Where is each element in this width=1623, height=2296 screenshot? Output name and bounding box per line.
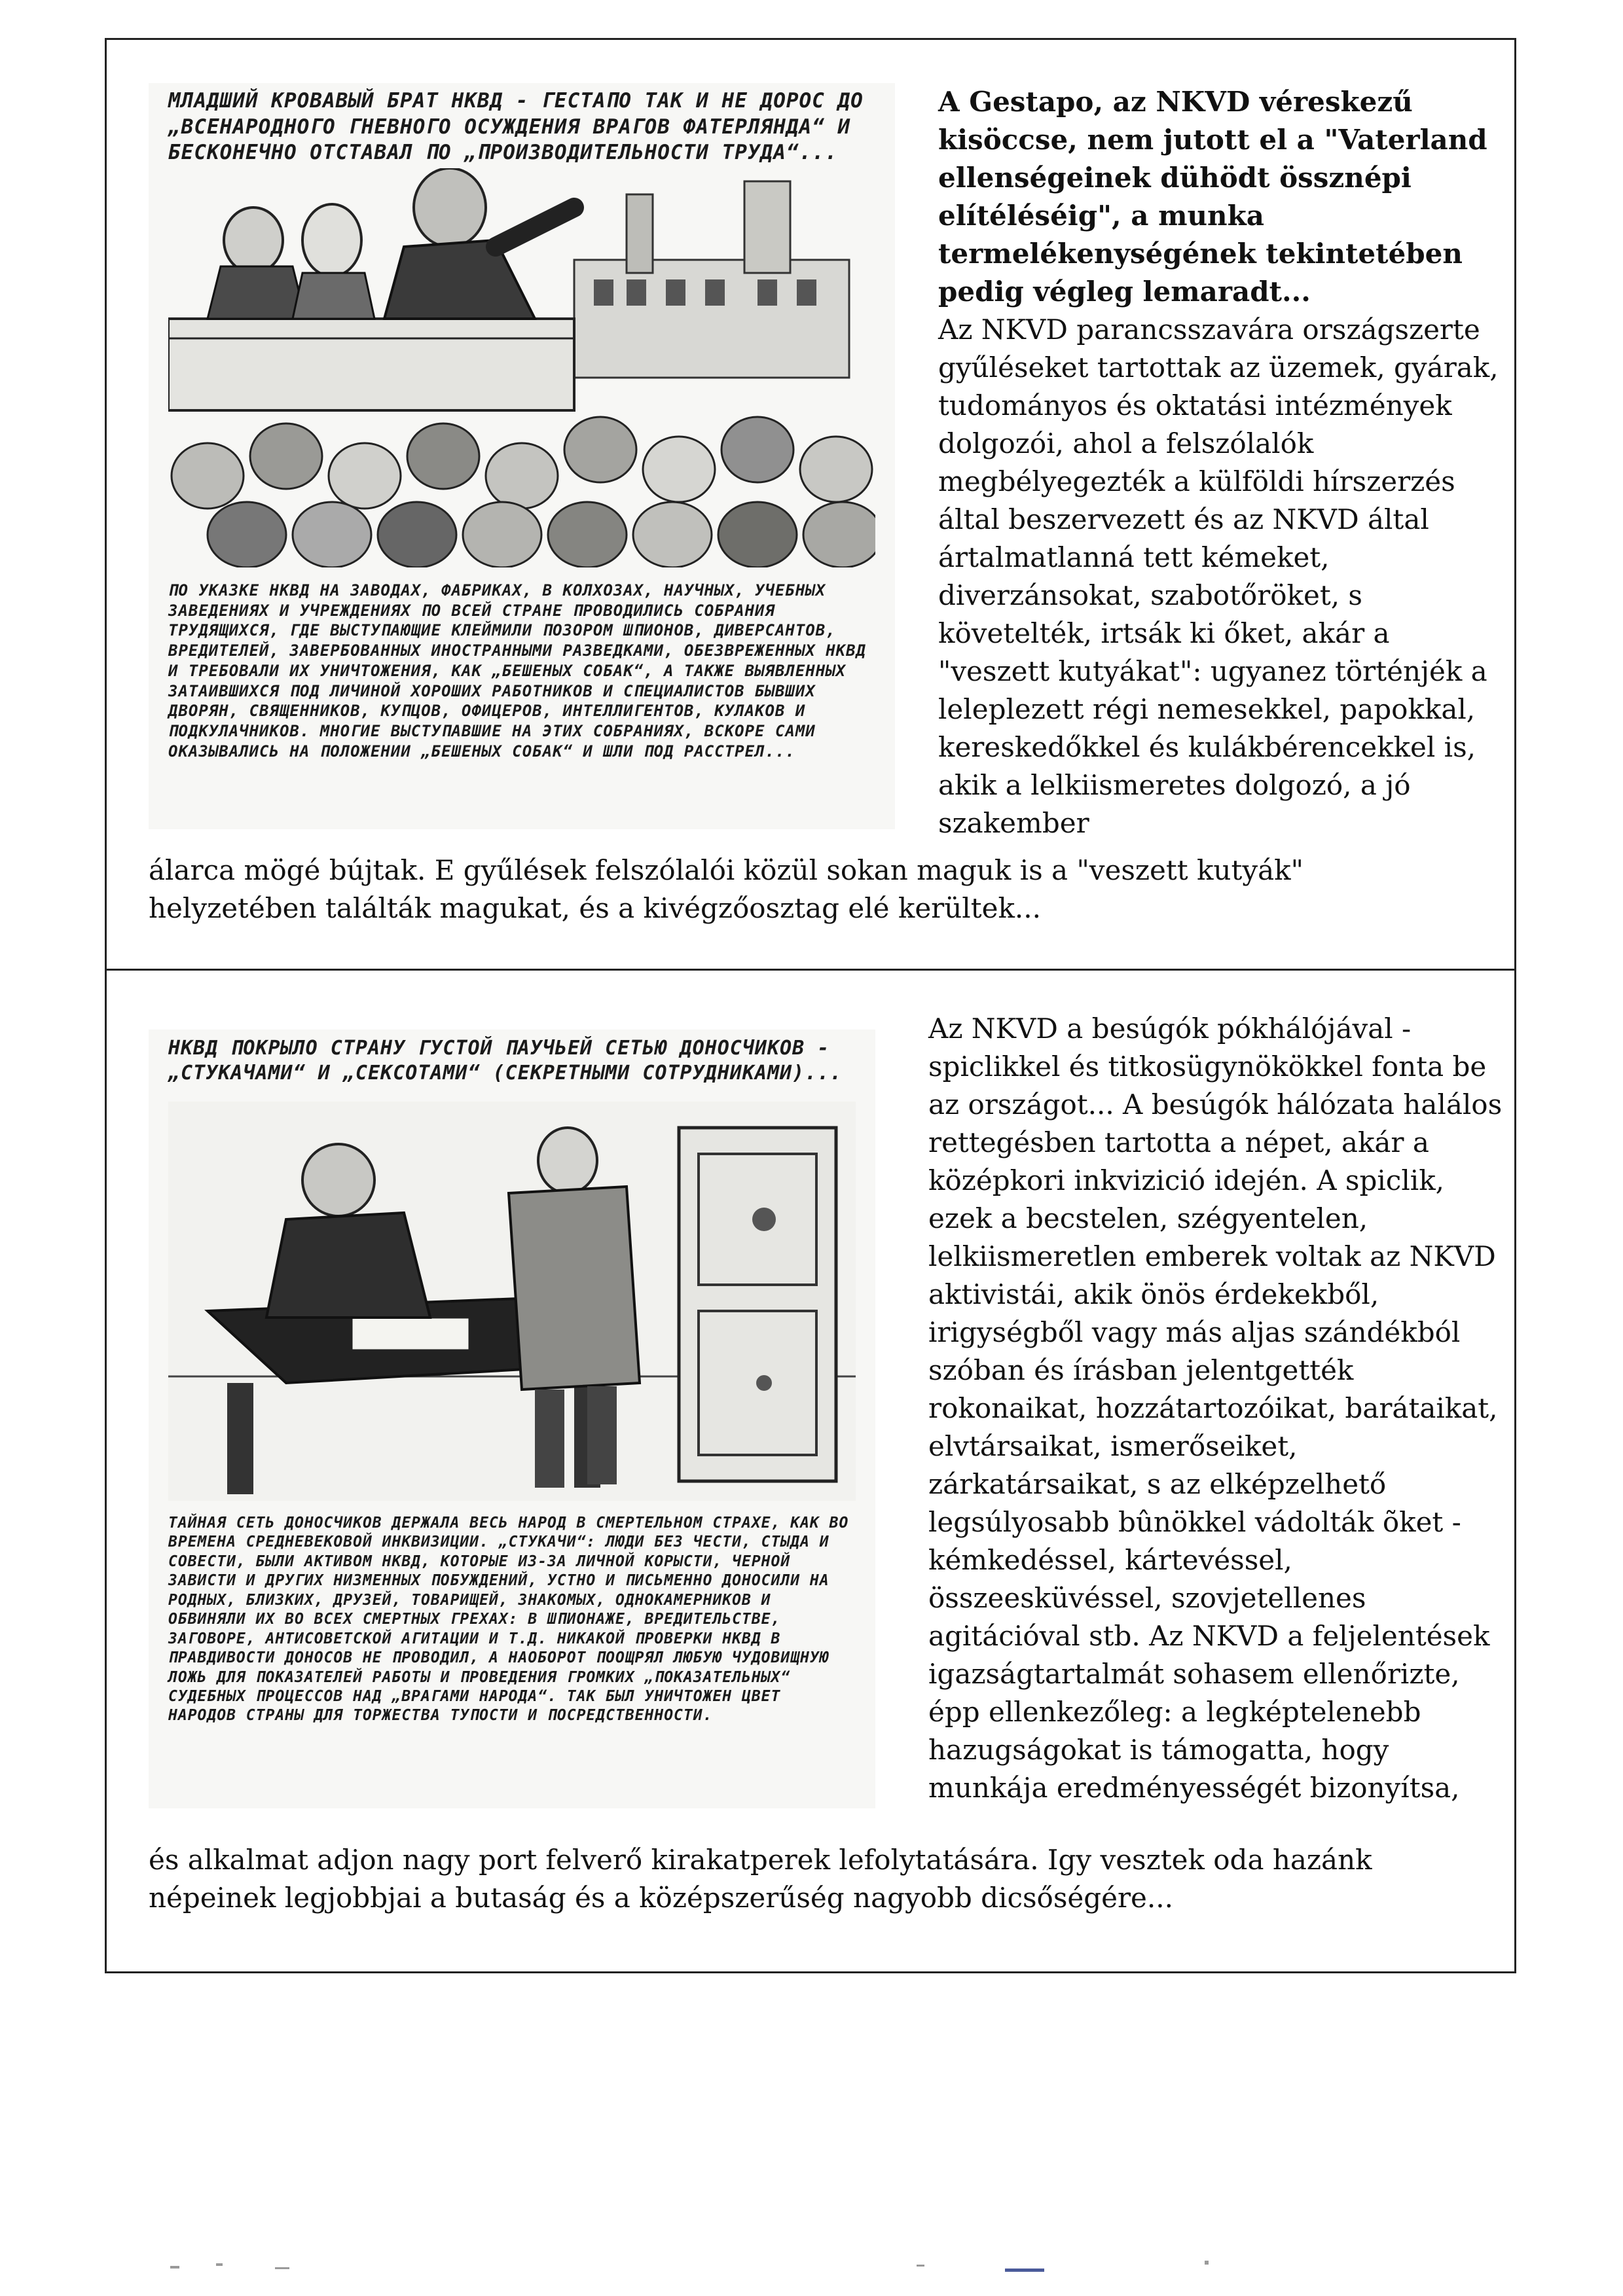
illustration-workers-meeting — [149, 83, 895, 829]
illustration-caption-bottom: ТАЙНАЯ СЕТЬ ДОНОСЧИКОВ ДЕРЖАЛА ВЕСЬ НАРОД В СМЕРТЕЛЬНОМ СТРАХЕ, КАК ВО ВРЕМЕНА СРЕДНЕВЕКОВОЙ ИНКВИЗИЦИИ. „СТУКАЧИ“: ЛЮДИ БЕЗ ЧЕСТИ, СТЫДА И СОВЕСТИ, БЫЛИ АКТИВОМ НКВД, КОТОРЫЕ ИЗ-ЗА ЛИЧНОЙ КОРЫСТИ, ЧЕРНОЙ ЗАВИСТИ И ДРУГИХ НИЗМЕННЫХ ПОБУЖДЕНИЙ, УСТНО И ПИСЬМЕННО ДОНОСИЛИ НА РОДНЫХ, БЛИЗКИХ, ДРУЗЕЙ, ТОВАРИЩЕЙ, ЗНАКОМЫХ, ОДНОКАМЕРНИКОВ И ОБВИНЯЛИ ИХ ВО ВСЕХ СМЕРТНЫХ ГРЕХАХ: В ШПИОНАЖЕ, ВРЕДИТЕЛЬСТВЕ, ЗАГОВОРЕ, АНТИСОВЕТСКОЙ АГИТАЦИИ И Т.Д. НИКАКОЙ ПРОВЕРКИ НКВД В ПРАВДИВОСТИ ДОНОСОВ НЕ ПРОВОДИЛ, А НАОБОРОТ ПООЩРЯЛ ЛЮБУЮ ЧУДОВИЩНУЮ ЛОЖЬ ДЛЯ ПОКАЗАТЕЛЕЙ РАБОТЫ И ПРОВЕДЕНИЯ ГРОМКИХ „ПОКАЗАТЕЛЬНЫХ“ СУДЕБНЫХ ПРОЦЕССОВ НАД „ВРАГАМИ НАРОДА“. ТАК БЫЛ УНИЧТОЖЕН ЦВЕТ НАРОДОВ СТРАНЫ ДЛЯ ТОРЖЕСТВА ТУПОСТИ И ПОСРЕДСТВЕННОСТИ. — [168, 1515, 849, 1725]
meeting-scene-drawing — [168, 168, 875, 567]
article-panel-gestapo — [105, 38, 1516, 971]
scan-noise-specks — [0, 2251, 1623, 2296]
body-paragraph: Az NKVD parancsszavára országszerte gyűléseket tartottak az üzemek, gyárak, tudományos és oktatási intézmények dolgozói, ahol a felszólalók megbélyegezték a külföldi hírszerzés által beszervezett és az NKVD által ártalmatlanná tett kémeket, diverzánsokat, szabotőröket, s követelték, irtsák ki őket, akár a "veszett kutyákat": ugyanez történjék a leleplezett régi nemesekkel, papokkal, kereskedőkkel és kulákbérencekkel is, akik a lelkiismeretes dolgozó, a jó szakember — [938, 314, 1499, 839]
article-text-column — [938, 83, 1501, 842]
illustration-caption-bottom: ПО УКАЗКЕ НКВД НА ЗАВОДАХ, ФАБРИКАХ, В КОЛХОЗАХ, НАУЧНЫХ, УЧЕБНЫХ ЗАВЕДЕНИЯХ И УЧРЕЖДЕНИЯХ ПО ВСЕЙ СТРАНЕ ПРОВОДИЛИСЬ СОБРАНИЯ ТРУДЯЩИХСЯ, ГДЕ ВЫСТУПАЮЩИЕ КЛЕЙМИЛИ ПОЗОРОМ ШПИОНОВ, ДИВЕРСАНТОВ, ВРЕДИТЕЛЕЙ, ЗАВЕРБОВАННЫХ ИНОСТРАННЫМИ РАЗВЕДКАМИ, ОБЕЗВРЕЖЕННЫХ НКВД И ТРЕБОВАЛИ ИХ УНИЧТОЖЕНИЯ, КАК „БЕШЕНЫХ СОБАК“, А ТАКЖЕ ВЫЯВЛЕННЫХ ЗАТАИВШИХСЯ ПОД ЛИЧИНОЙ ХОРОШИХ РАБОТНИКОВ И СПЕЦИАЛИСТОВ БЫВШИХ ДВОРЯН, СВЯЩЕННИКОВ, КУПЦОВ, ОФИЦЕРОВ, ИНТЕЛЛИГЕНТОВ, КУЛАКОВ И ПОДКУЛАЧНИКОВ. МНОГИЕ ВЫСТУПАВШИЕ НА ЭТИХ СОБРАНИЯХ, ВСКОРЕ САМИ ОКАЗЫВАЛИСЬ НА ПОЛОЖЕНИИ „БЕШЕНЫХ СОБАК“ И ШЛИ ПОД РАССТРЕЛ... — [168, 581, 866, 761]
office-scene-drawing — [168, 1102, 856, 1501]
illustration-caption-top: НКВД ПОКРЫЛО СТРАНУ ГУСТОЙ ПАУЧЬЕЙ СЕТЬЮ ДОНОСЧИКОВ - „СТУКАЧАМИ“ И „СЕКСОТАМИ“ (СЕКРЕТНЫМИ СОТРУДНИКАМИ)... — [168, 1037, 843, 1085]
body-paragraph-continued: álarca mögé bújtak. E gyűlések felszólalói közül sokan maguk is a "veszett kutyák" helyzetében találták magukat, és a kivégzőosztag elé kerültek... — [149, 854, 1304, 924]
article-text-column — [928, 1010, 1504, 1807]
body-paragraph: Az NKVD a besúgók pókhálójával - spiclikkel és titkosügynökökkel fonta be az országot... A besúgók hálózata halálos rettegésben tartotta a népet, akár a középkori inkvizició idején. A spiclik, ezek a becstelen, szégyentelen, lelkiismeretlen emberek voltak az NKVD aktivistái, akik önös érdekekből, irigységből vagy más aljas szándékból szóban és írásban jelentgették rokonaikat, hozzátartozóikat, barátaikat, elvtársaikat, ismerőseiket, zárkatársaikat, s az elképzelhető legsúlyosabb bûnökkel vádolták õket - kémkedéssel, kártevéssel, összeesküvéssel, szovjetellenes agitációval stb. Az NKVD a feljelentések igazságtartalmát sohasem ellenőrizte, épp ellenkezőleg: a legképtelenebb hazugságokat is támogatta, hogy munkája eredményességét bizonyítsa, — [928, 1013, 1503, 1804]
illustration-informant-office — [149, 1030, 875, 1808]
lead-paragraph: A Gestapo, az NKVD véreskezű kisöccse, nem jutott el a "Vaterland ellenségeinek dühödt össznépi elítéléséig", a munka termelékenységének tekintetében pedig végleg lemaradt... — [938, 86, 1487, 308]
article-panel-informants — [105, 969, 1516, 1973]
body-paragraph-continued: és alkalmat adjon nagy port felverő kirakatperek lefolytatására. Igy vesztek oda hazánk népeinek legjobbjai a butaság és a középszerűség nagyobb dicsőségére... — [149, 1844, 1372, 1914]
illustration-caption-top: МЛАДШИЙ КРОВАВЫЙ БРАТ НКВД - ГЕСТАПО ТАК И НЕ ДОРОС ДО „ВСЕНАРОДНОГО ГНЕВНОГО ОСУЖДЕНИЯ ВРАГОВ ФАТЕРЛЯНДА“ И БЕСКОНЕЧНО ОТСТАВАЛ ПО „ПРОИЗВОДИТЕЛЬНОСТИ ТРУДА“... — [168, 89, 864, 165]
